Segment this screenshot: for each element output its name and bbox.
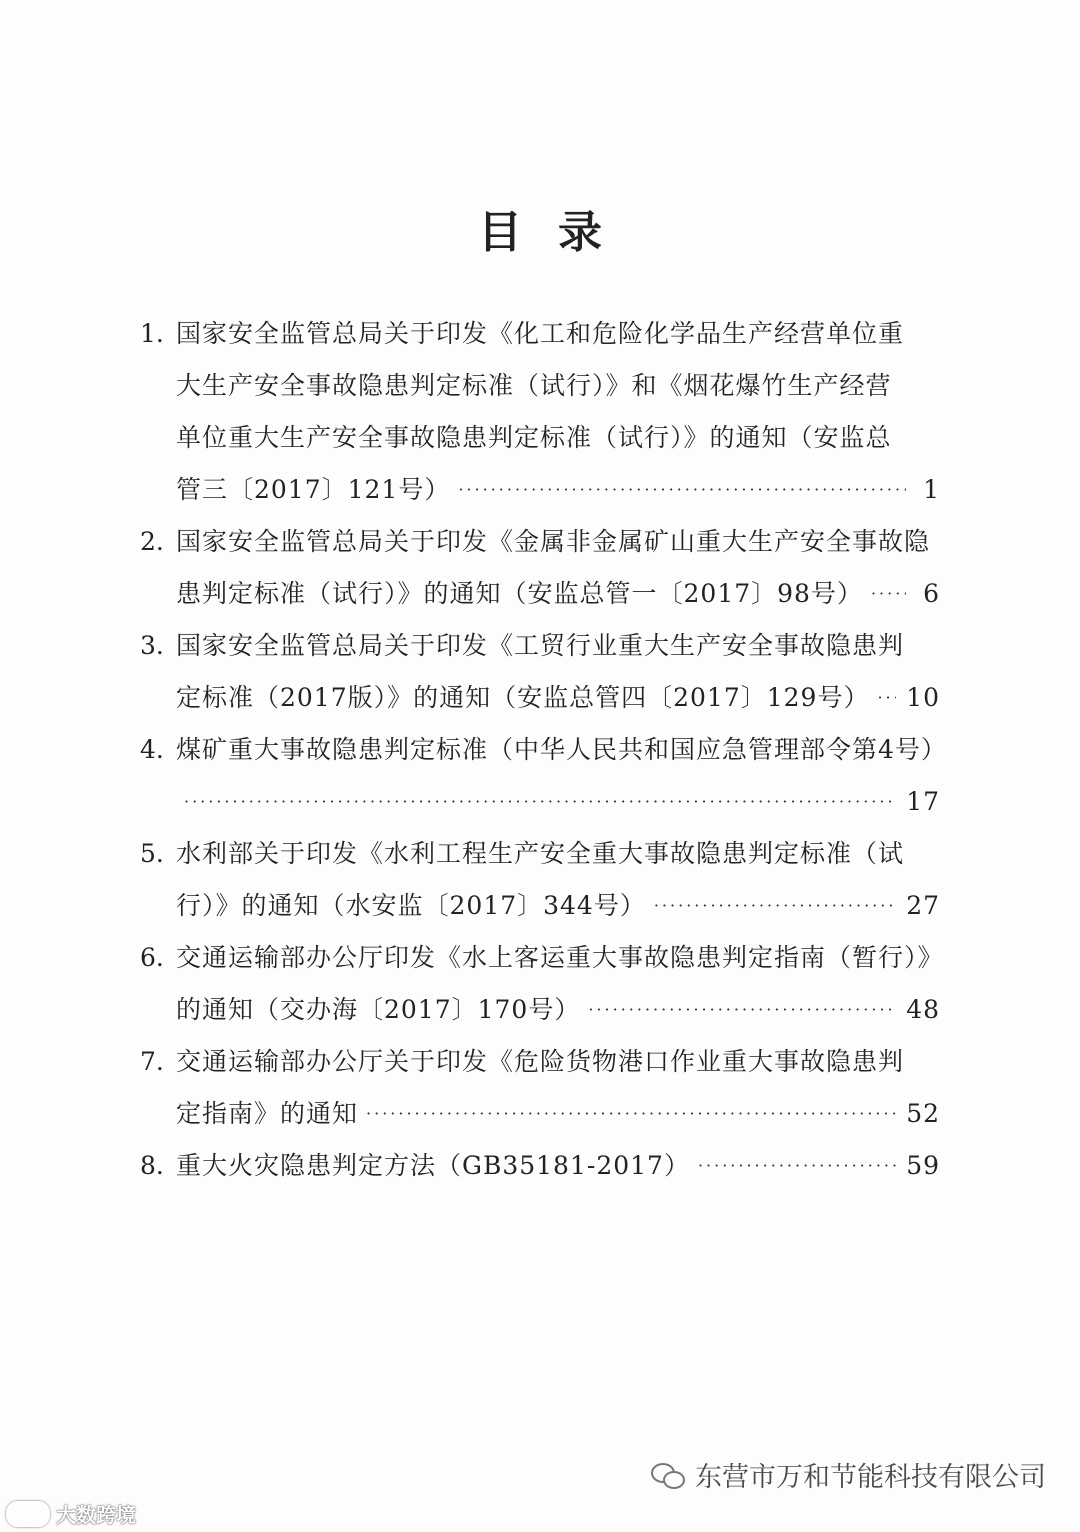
- toc-entry-line: [176, 620, 940, 672]
- toc-entry-line: [176, 464, 940, 516]
- dot-leader: [184, 776, 896, 828]
- toc-entry-text: 患判定标准（试行）》的通知（安监总管一〔2017〕98号）: [176, 579, 863, 608]
- toc-entry[interactable]: [140, 1140, 940, 1192]
- toc-entry-line: [176, 516, 940, 568]
- toc-entry-number: 3.: [140, 631, 164, 660]
- watermark-left-text: 大数跨境: [56, 1503, 136, 1527]
- toc-entry-line: [176, 1088, 940, 1140]
- toc-entry-line: [176, 360, 940, 412]
- toc-entry[interactable]: [140, 516, 940, 620]
- table-of-contents: [140, 308, 947, 1192]
- dot-leader: [871, 568, 906, 620]
- page-number: 59: [906, 1151, 940, 1180]
- toc-entry-text: 大生产安全事故隐患判定标准（试行）》和《烟花爆竹生产经营: [176, 371, 892, 400]
- toc-entry-text: 国家安全监管总局关于印发《工贸行业重大生产安全事故隐患判: [176, 631, 905, 660]
- toc-entry-text: 的通知（交办海〔2017〕170号）: [176, 995, 581, 1024]
- toc-entry-number: 7.: [140, 1047, 164, 1076]
- toc-entry[interactable]: [140, 1036, 940, 1140]
- dot-leader: [588, 984, 896, 1036]
- toc-entry-text: 国家安全监管总局关于印发《金属非金属矿山重大生产安全事故隐: [176, 527, 931, 556]
- toc-entry-line: [176, 1036, 940, 1088]
- toc-entry-text: 交通运输部办公厅印发《水上客运重大事故隐患判定指南（暂行）》: [176, 943, 944, 972]
- toc-entry-number: 2.: [140, 527, 164, 556]
- toc-entry-line: [176, 984, 940, 1036]
- toc-entry[interactable]: [140, 620, 940, 724]
- toc-entry[interactable]: [140, 724, 947, 828]
- toc-entry-line: [176, 412, 940, 464]
- toc-entry-text: 管三〔2017〕121号）: [176, 475, 451, 504]
- page-number: 6: [923, 579, 940, 608]
- toc-entry-line: [176, 776, 940, 828]
- dot-leader: [877, 672, 896, 724]
- page-number: 27: [906, 891, 940, 920]
- toc-entry-number: 4.: [140, 735, 164, 764]
- watermark-right-text: 东营市万和节能科技有限公司: [695, 1462, 1046, 1493]
- toc-entry[interactable]: [140, 932, 944, 1036]
- dot-leader: [654, 880, 896, 932]
- toc-entry-text: 国家安全监管总局关于印发《化工和危险化学品生产经营单位重: [176, 319, 905, 348]
- page-number: 48: [906, 995, 940, 1024]
- toc-entry-line: [176, 724, 947, 776]
- page-number: 52: [906, 1099, 940, 1128]
- page-number: 17: [906, 787, 940, 816]
- toc-entry-line: [176, 308, 940, 360]
- watermark-left: [6, 1499, 136, 1528]
- toc-entry-text: 煤矿重大事故隐患判定标准（中华人民共和国应急管理部令第4号）: [176, 735, 947, 764]
- toc-entry-line: [176, 1140, 940, 1192]
- dot-leader: [366, 1088, 896, 1140]
- toc-entry-text: 定指南》的通知: [176, 1099, 359, 1128]
- toc-entry-line: [176, 932, 944, 984]
- page-number: 10: [906, 683, 940, 712]
- watermark-logo-icon: [6, 1501, 50, 1527]
- toc-entry-line: [176, 568, 940, 620]
- toc-entry-number: 8.: [140, 1151, 164, 1180]
- toc-entry-text: 行）》的通知（水安监〔2017〕344号）: [176, 891, 646, 920]
- watermark-right: [651, 1455, 1046, 1494]
- dot-leader: [458, 464, 906, 516]
- toc-entry-text: 重大火灾隐患判定方法（GB35181-2017）: [176, 1151, 690, 1180]
- toc-entry-number: 6.: [140, 943, 164, 972]
- toc-entry-text: 交通运输部办公厅关于印发《危险货物港口作业重大事故隐患判: [176, 1047, 905, 1076]
- wechat-icon: [651, 1461, 685, 1489]
- toc-entry-text: 单位重大生产安全事故隐患判定标准（试行）》的通知（安监总: [176, 423, 892, 452]
- toc-entry-line: [176, 672, 940, 724]
- page-title: 目录: [478, 207, 638, 258]
- toc-entry-line: [176, 880, 940, 932]
- toc-entry-text: 水利部关于印发《水利工程生产安全重大事故隐患判定标准（试: [176, 839, 905, 868]
- page-number: 1: [923, 475, 940, 504]
- toc-entry[interactable]: [140, 828, 940, 932]
- toc-entry[interactable]: [140, 308, 940, 516]
- toc-entry-number: 5.: [140, 839, 164, 868]
- dot-leader: [698, 1140, 896, 1192]
- toc-entry-line: [176, 828, 940, 880]
- toc-entry-text: 定标准（2017版）》的通知（安监总管四〔2017〕129号）: [176, 683, 870, 712]
- toc-entry-number: 1.: [140, 319, 164, 348]
